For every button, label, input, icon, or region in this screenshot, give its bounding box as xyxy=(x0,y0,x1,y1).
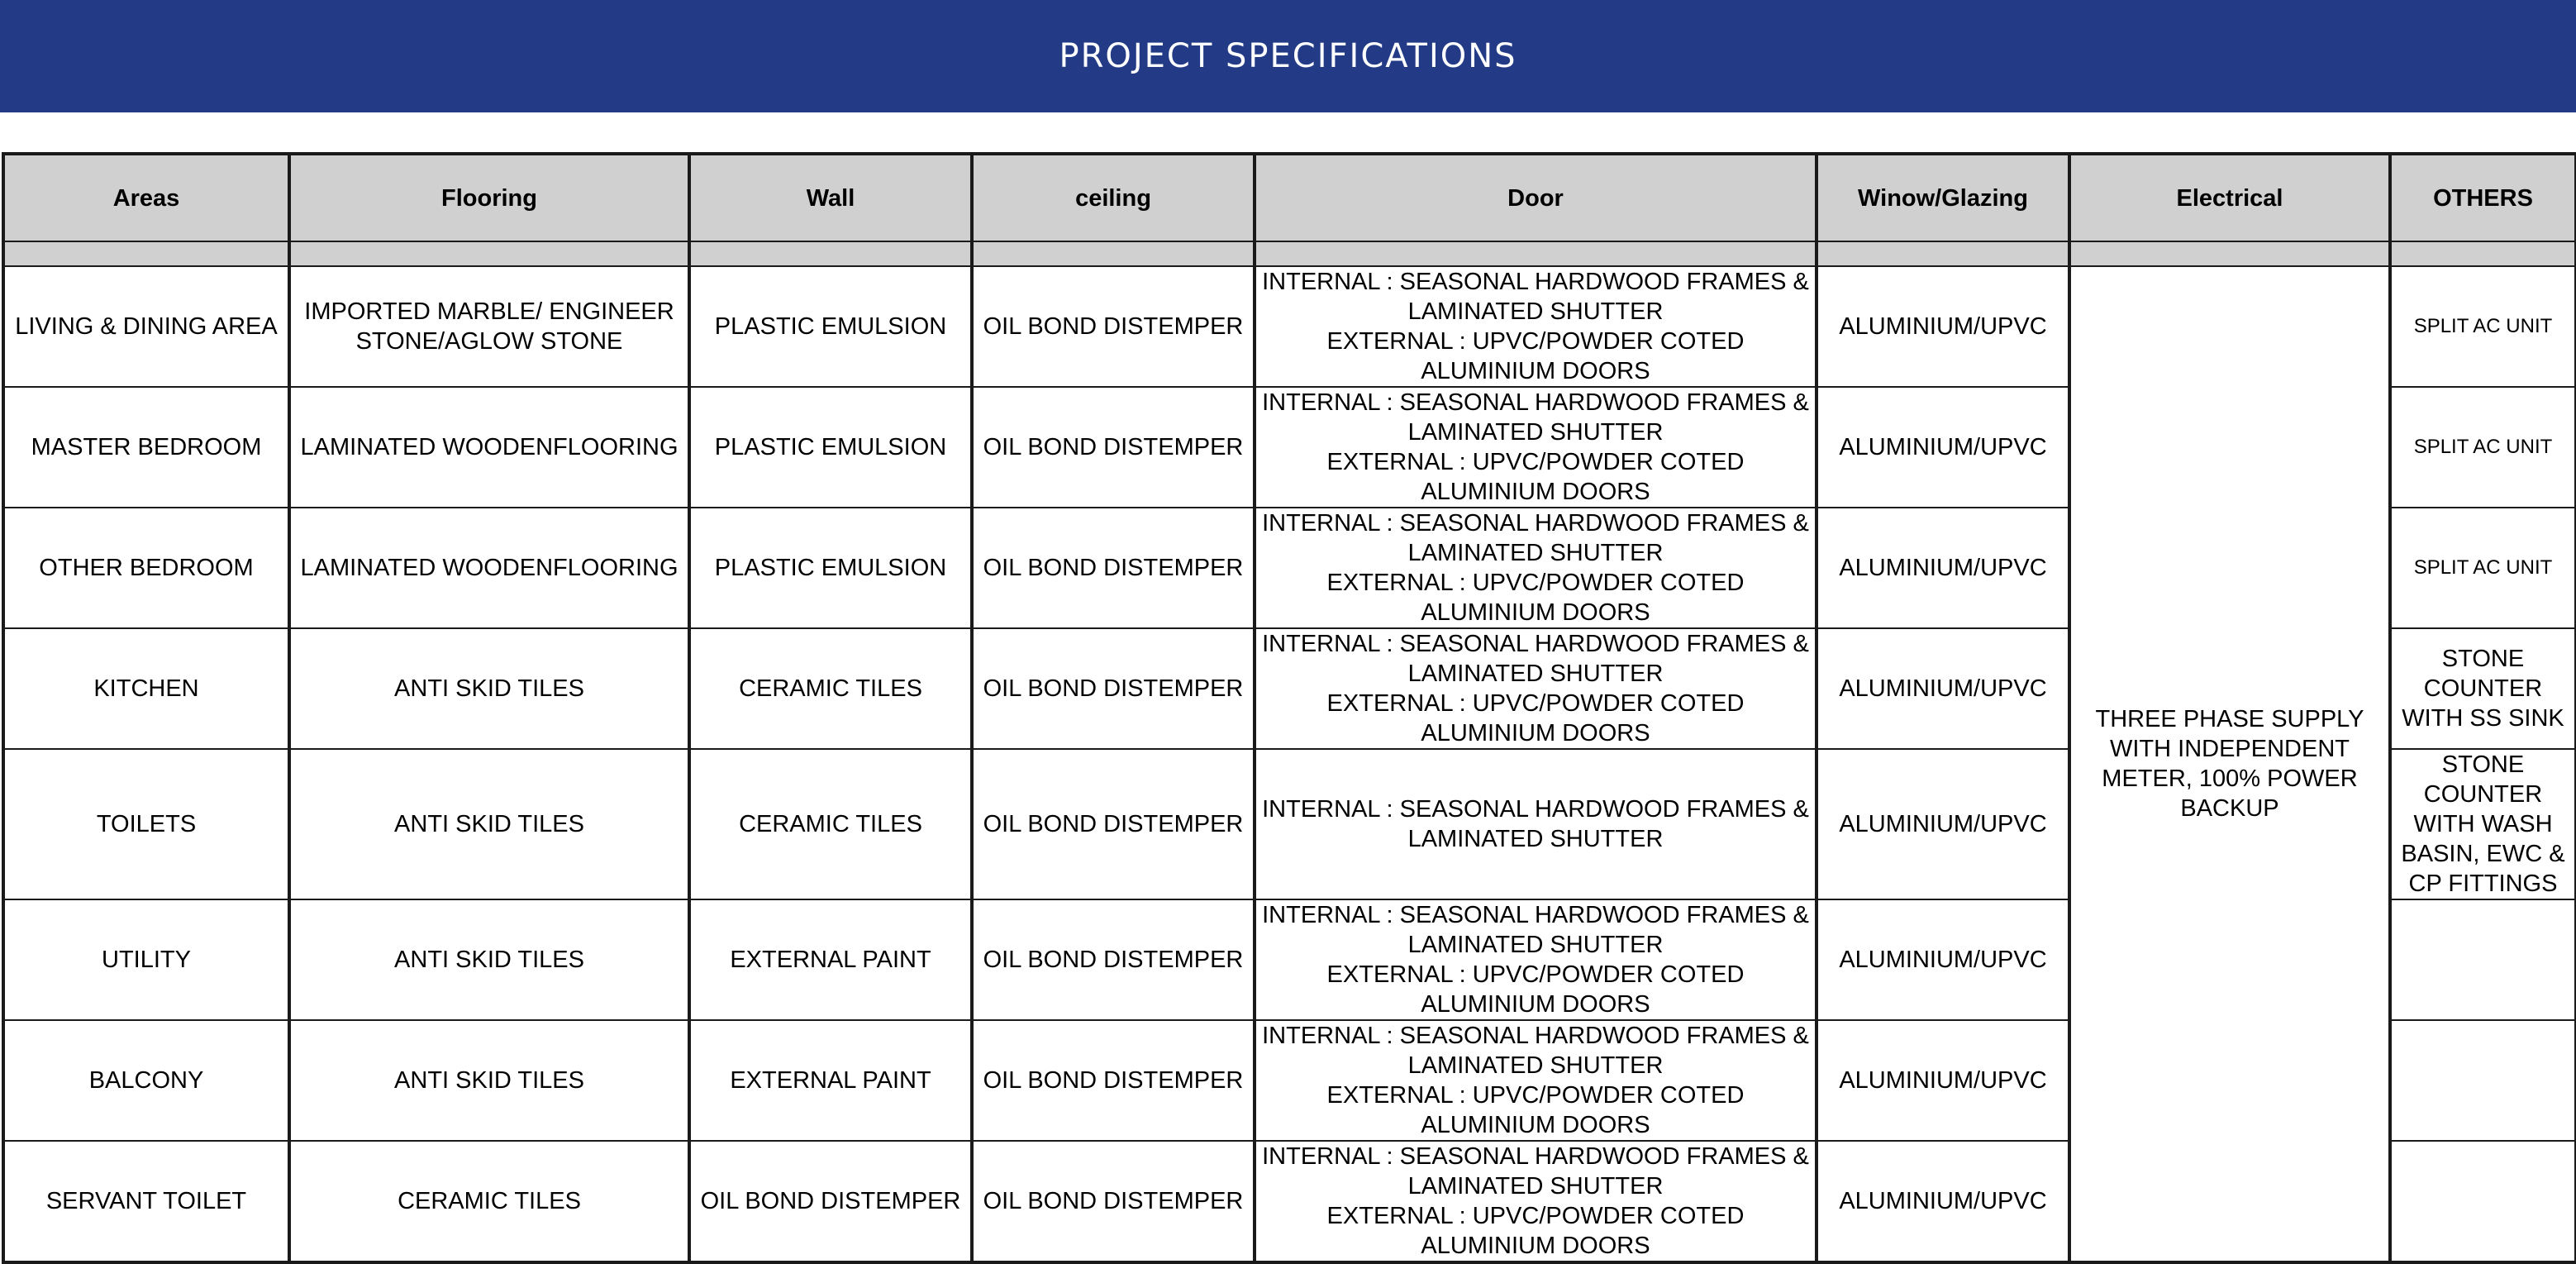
ceiling-cell: OIL BOND DISTEMPER xyxy=(972,1141,1255,1262)
window-cell: ALUMINIUM/UPVC xyxy=(1817,1020,2069,1141)
header-wall: Wall xyxy=(689,154,972,241)
area-cell: KITCHEN xyxy=(3,628,289,749)
door-internal-line-1: INTERNAL : SEASONAL HARDWOOD FRAMES & xyxy=(1262,902,1809,928)
flooring-cell: ANTI SKID TILES xyxy=(289,749,689,899)
area-cell: SERVANT TOILET xyxy=(3,1141,289,1262)
door-external-line-1: EXTERNAL : UPVC/POWDER COTED xyxy=(1326,961,1745,988)
door-internal-line-1: INTERNAL : SEASONAL HARDWOOD FRAMES & xyxy=(1262,1023,1809,1049)
door-external-line-2: ALUMINIUM DOORS xyxy=(1421,358,1650,384)
others-cell: STONE COUNTER WITH WASH BASIN, EWC & CP FITTINGS xyxy=(2390,749,2576,899)
others-cell: SPLIT AC UNIT xyxy=(2390,508,2576,628)
others-cell xyxy=(2390,1141,2576,1262)
flooring-cell: ANTI SKID TILES xyxy=(289,899,689,1020)
wall-cell: PLASTIC EMULSION xyxy=(689,508,972,628)
wall-cell: PLASTIC EMULSION xyxy=(689,266,972,387)
area-cell: UTILITY xyxy=(3,899,289,1020)
separator-cell xyxy=(1817,241,2069,266)
wall-cell: EXTERNAL PAINT xyxy=(689,899,972,1020)
door-internal-line-1: INTERNAL : SEASONAL HARDWOOD FRAMES & xyxy=(1262,269,1809,295)
separator-cell xyxy=(2390,241,2576,266)
others-cell xyxy=(2390,1020,2576,1141)
door-internal-line-1: INTERNAL : SEASONAL HARDWOOD FRAMES & xyxy=(1262,510,1809,537)
area-cell: BALCONY xyxy=(3,1020,289,1141)
door-external-line-2: ALUMINIUM DOORS xyxy=(1421,991,1650,1018)
separator-cell xyxy=(2069,241,2390,266)
separator-cell xyxy=(972,241,1255,266)
others-cell: SPLIT AC UNIT xyxy=(2390,387,2576,508)
header-electrical: Electrical xyxy=(2069,154,2390,241)
door-external-line-1: EXTERNAL : UPVC/POWDER COTED xyxy=(1326,690,1745,717)
door-cell xyxy=(1255,1141,1817,1262)
door-external-line-1: EXTERNAL : UPVC/POWDER COTED xyxy=(1326,570,1745,596)
window-cell: ALUMINIUM/UPVC xyxy=(1817,508,2069,628)
area-cell: LIVING & DINING AREA xyxy=(3,266,289,387)
ceiling-cell: OIL BOND DISTEMPER xyxy=(972,749,1255,899)
wall-cell: PLASTIC EMULSION xyxy=(689,387,972,508)
door-internal-line-2: LAMINATED SHUTTER xyxy=(1407,1052,1664,1079)
door-external-line-2: ALUMINIUM DOORS xyxy=(1421,599,1650,626)
window-cell: ALUMINIUM/UPVC xyxy=(1817,628,2069,749)
door-internal-line-1: INTERNAL : SEASONAL HARDWOOD FRAMES & xyxy=(1262,1143,1809,1170)
door-cell xyxy=(1255,387,1817,508)
window-cell: ALUMINIUM/UPVC xyxy=(1817,387,2069,508)
separator-cell xyxy=(1255,241,1817,266)
window-cell: ALUMINIUM/UPVC xyxy=(1817,266,2069,387)
flooring-cell: LAMINATED WOODENFLOORING xyxy=(289,508,689,628)
header-others: OTHERS xyxy=(2390,154,2576,241)
page-title-banner xyxy=(0,0,2576,112)
door-external-line-1: EXTERNAL : UPVC/POWDER COTED xyxy=(1326,1082,1745,1109)
header-areas: Areas xyxy=(3,154,289,241)
flooring-cell: IMPORTED MARBLE/ ENGINEER STONE/AGLOW STONE xyxy=(289,266,689,387)
wall-cell: EXTERNAL PAINT xyxy=(689,1020,972,1141)
ceiling-cell: OIL BOND DISTEMPER xyxy=(972,628,1255,749)
ceiling-cell: OIL BOND DISTEMPER xyxy=(972,1020,1255,1141)
header-row xyxy=(3,154,2576,241)
flooring-cell: LAMINATED WOODENFLOORING xyxy=(289,387,689,508)
area-cell: TOILETS xyxy=(3,749,289,899)
specifications-table xyxy=(2,152,2576,1264)
others-cell: STONE COUNTER WITH SS SINK xyxy=(2390,628,2576,749)
door-external-line-2: ALUMINIUM DOORS xyxy=(1421,1112,1650,1138)
wall-cell: OIL BOND DISTEMPER xyxy=(689,1141,972,1262)
separator-cell xyxy=(3,241,289,266)
door-internal-line-2: LAMINATED SHUTTER xyxy=(1407,419,1664,446)
area-cell: OTHER BEDROOM xyxy=(3,508,289,628)
door-internal-line-1: INTERNAL : SEASONAL HARDWOOD FRAMES & xyxy=(1262,631,1809,657)
door-cell xyxy=(1255,899,1817,1020)
door-cell xyxy=(1255,628,1817,749)
door-cell xyxy=(1255,508,1817,628)
wall-cell: CERAMIC TILES xyxy=(689,749,972,899)
door-external-line-1: EXTERNAL : UPVC/POWDER COTED xyxy=(1326,449,1745,475)
wall-cell: CERAMIC TILES xyxy=(689,628,972,749)
ceiling-cell: OIL BOND DISTEMPER xyxy=(972,387,1255,508)
ceiling-cell: OIL BOND DISTEMPER xyxy=(972,899,1255,1020)
door-internal-line-2: LAMINATED SHUTTER xyxy=(1407,540,1664,566)
door-external-line-1: EXTERNAL : UPVC/POWDER COTED xyxy=(1326,1203,1745,1229)
others-cell xyxy=(2390,899,2576,1020)
door-external-line-2: ALUMINIUM DOORS xyxy=(1421,720,1650,746)
door-internal-line-1: INTERNAL : SEASONAL HARDWOOD FRAMES & xyxy=(1262,796,1809,823)
door-external-line-1: EXTERNAL : UPVC/POWDER COTED xyxy=(1326,328,1745,355)
flooring-cell: CERAMIC TILES xyxy=(289,1141,689,1262)
separator-cell xyxy=(289,241,689,266)
flooring-cell: ANTI SKID TILES xyxy=(289,628,689,749)
door-internal-line-1: INTERNAL : SEASONAL HARDWOOD FRAMES & xyxy=(1262,389,1809,416)
electrical-cell: THREE PHASE SUPPLY WITH INDEPENDENT METER, 100% POWER BACKUP xyxy=(2069,266,2390,1262)
door-internal-line-2: LAMINATED SHUTTER xyxy=(1407,661,1664,687)
door-internal-line-2: LAMINATED SHUTTER xyxy=(1407,298,1664,325)
others-cell: SPLIT AC UNIT xyxy=(2390,266,2576,387)
window-cell: ALUMINIUM/UPVC xyxy=(1817,1141,2069,1262)
window-cell: ALUMINIUM/UPVC xyxy=(1817,899,2069,1020)
door-cell xyxy=(1255,749,1817,899)
door-internal-line-2: LAMINATED SHUTTER xyxy=(1407,1173,1664,1200)
door-cell xyxy=(1255,266,1817,387)
door-cell xyxy=(1255,1020,1817,1141)
separator-row xyxy=(3,241,2576,266)
table-row xyxy=(3,266,2576,387)
door-internal-line-2: LAMINATED SHUTTER xyxy=(1407,826,1664,852)
separator-cell xyxy=(689,241,972,266)
door-external-line-2: ALUMINIUM DOORS xyxy=(1421,479,1650,505)
page-title: PROJECT SPECIFICATIONS xyxy=(1059,37,1517,75)
header-flooring: Flooring xyxy=(289,154,689,241)
ceiling-cell: OIL BOND DISTEMPER xyxy=(972,508,1255,628)
door-internal-line-2: LAMINATED SHUTTER xyxy=(1407,932,1664,958)
area-cell: MASTER BEDROOM xyxy=(3,387,289,508)
header-window: Winow/Glazing xyxy=(1817,154,2069,241)
window-cell: ALUMINIUM/UPVC xyxy=(1817,749,2069,899)
header-door: Door xyxy=(1255,154,1817,241)
header-ceiling: ceiling xyxy=(972,154,1255,241)
ceiling-cell: OIL BOND DISTEMPER xyxy=(972,266,1255,387)
flooring-cell: ANTI SKID TILES xyxy=(289,1020,689,1141)
door-external-line-2: ALUMINIUM DOORS xyxy=(1421,1233,1650,1259)
